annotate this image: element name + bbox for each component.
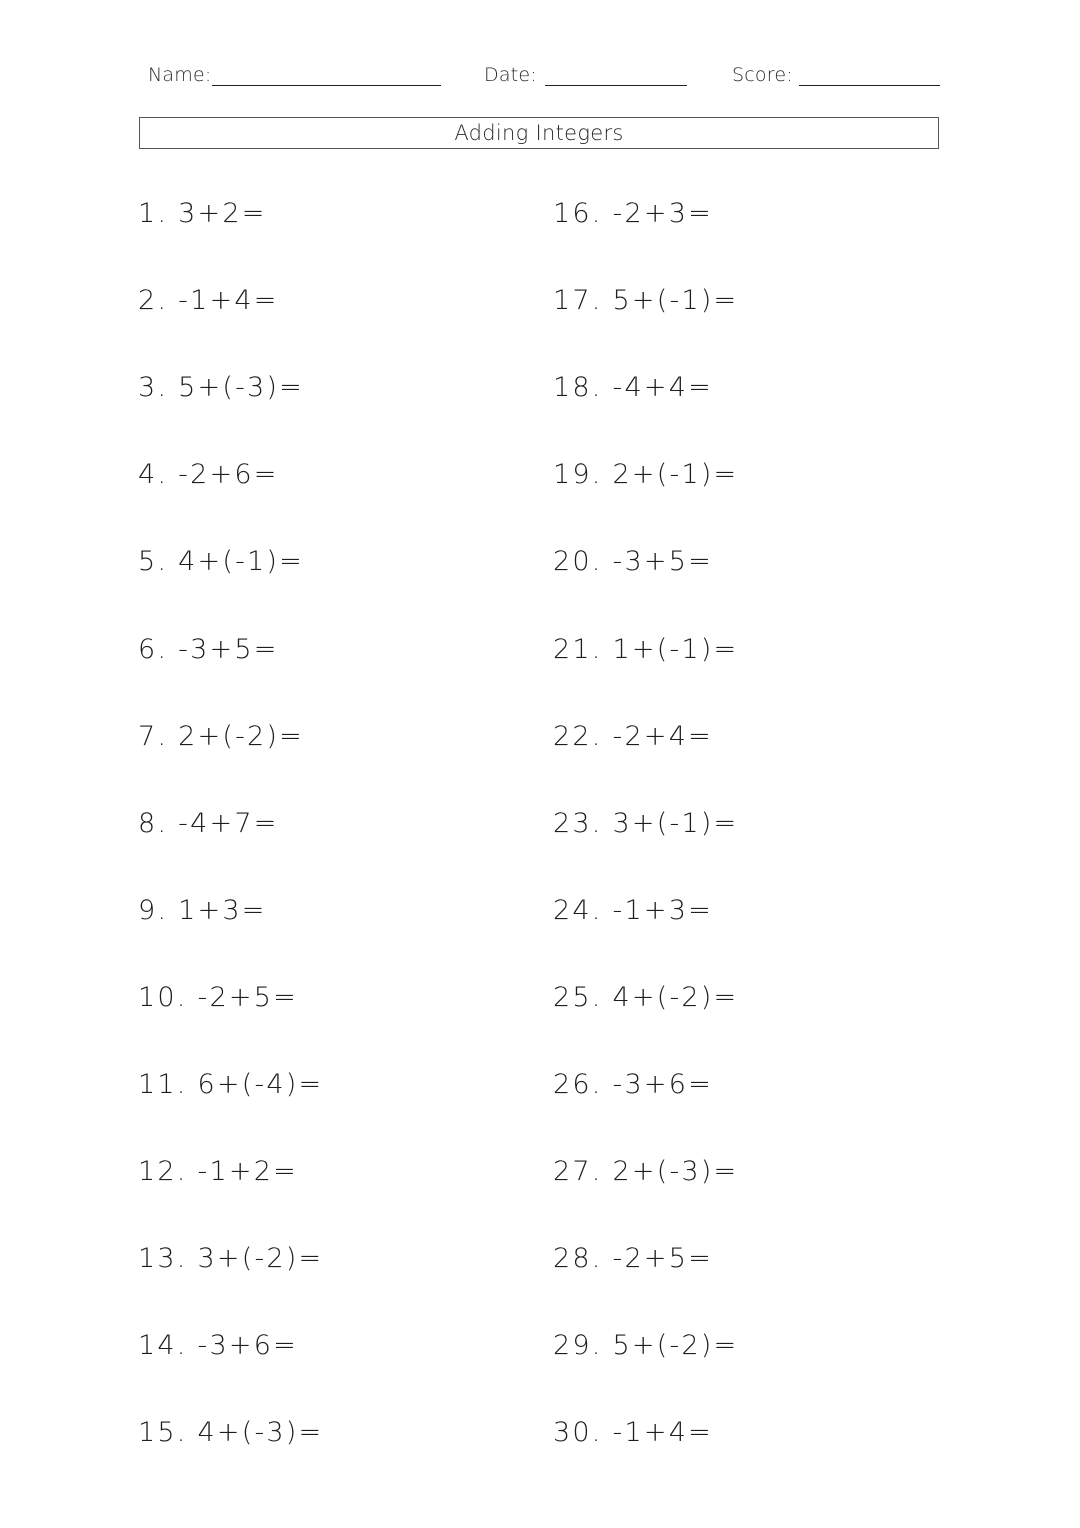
problem-number: 7. (138, 721, 169, 752)
problem-expression: -1+4= (612, 1417, 713, 1448)
problem-expression: -4+7= (178, 808, 279, 839)
problem-number: 23. (553, 808, 603, 839)
problem-number: 27. (553, 1156, 603, 1187)
problem-item (138, 808, 279, 840)
problem-number: 9. (138, 895, 169, 926)
problem-expression: -1+4= (178, 285, 279, 316)
problem-expression: 1+(-1)= (612, 634, 739, 665)
date-blank-line[interactable] (545, 65, 687, 86)
score-field (732, 64, 940, 86)
problem-expression: 3+(-1)= (612, 808, 739, 839)
problem-number: 29. (553, 1330, 603, 1361)
problem-item (553, 808, 738, 840)
problem-number: 18. (553, 372, 603, 403)
problem-expression: -2+5= (612, 1243, 713, 1274)
date-field (484, 64, 687, 86)
problem-item (553, 895, 713, 927)
problem-item (138, 372, 304, 404)
problem-item (138, 634, 279, 666)
problem-number: 3. (138, 372, 169, 403)
problem-number: 15. (138, 1417, 188, 1448)
problem-number: 24. (553, 895, 603, 926)
problem-expression: 3+2= (178, 198, 267, 229)
score-blank-line[interactable] (799, 65, 940, 86)
problem-item (138, 459, 279, 491)
problem-item (553, 1243, 713, 1275)
problem-expression: 4+(-1)= (178, 546, 304, 577)
student-info-header (148, 64, 942, 90)
problem-item (553, 459, 738, 491)
problem-item (553, 372, 713, 404)
problem-number: 16. (553, 198, 603, 229)
problem-item (553, 1417, 713, 1449)
problem-number: 12. (138, 1156, 188, 1187)
problem-expression: -3+5= (612, 546, 713, 577)
problem-expression: 5+(-1)= (612, 285, 739, 316)
problem-item (553, 634, 738, 666)
problem-number: 22. (553, 721, 603, 752)
problem-expression: -3+6= (612, 1069, 713, 1100)
problem-item (553, 721, 713, 753)
problem-number: 14. (138, 1330, 188, 1361)
problem-item (138, 1243, 323, 1275)
problem-item (553, 285, 738, 317)
problem-expression: 3+(-2)= (197, 1243, 324, 1274)
problem-item (553, 1156, 738, 1188)
problem-expression: -2+6= (178, 459, 279, 490)
name-blank-line[interactable] (212, 65, 441, 86)
name-field (148, 64, 441, 86)
problem-expression: 6+(-4)= (197, 1069, 324, 1100)
problem-number: 13. (138, 1243, 188, 1274)
problem-expression: -1+2= (197, 1156, 298, 1187)
problem-item (138, 1156, 298, 1188)
problem-item (138, 285, 279, 317)
problem-expression: 5+(-2)= (612, 1330, 739, 1361)
worksheet-title: Adding Integers (139, 117, 939, 149)
name-label: Name: (148, 64, 212, 86)
problem-item (138, 1417, 323, 1449)
problem-expression: 2+(-2)= (178, 721, 304, 752)
problem-number: 21. (553, 634, 603, 665)
problem-item (138, 982, 298, 1014)
problem-number: 1. (138, 198, 169, 229)
problem-item (138, 721, 304, 753)
problem-expression: -2+5= (197, 982, 298, 1013)
problem-item (138, 546, 304, 578)
problem-expression: -2+4= (612, 721, 713, 752)
problem-expression: -3+6= (197, 1330, 298, 1361)
problem-number: 4. (138, 459, 169, 490)
problem-expression: -1+3= (612, 895, 713, 926)
problem-number: 25. (553, 982, 603, 1013)
problem-expression: 4+(-3)= (197, 1417, 324, 1448)
problem-number: 2. (138, 285, 169, 316)
problem-number: 20. (553, 546, 603, 577)
problem-item (138, 1330, 298, 1362)
problem-number: 11. (138, 1069, 188, 1100)
score-label: Score: (732, 64, 793, 86)
problem-item (553, 1069, 713, 1101)
problem-number: 6. (138, 634, 169, 665)
problem-expression: -2+3= (612, 198, 713, 229)
problem-item (553, 982, 738, 1014)
problem-number: 17. (553, 285, 603, 316)
problem-item (138, 198, 267, 230)
problem-item (553, 1330, 738, 1362)
problem-expression: 1+3= (178, 895, 267, 926)
problem-number: 28. (553, 1243, 603, 1274)
problem-expression: -3+5= (178, 634, 279, 665)
problem-item (553, 198, 713, 230)
date-label: Date: (484, 64, 537, 86)
problem-expression: 4+(-2)= (612, 982, 739, 1013)
problem-expression: 2+(-3)= (612, 1156, 739, 1187)
problem-number: 26. (553, 1069, 603, 1100)
problem-expression: 5+(-3)= (178, 372, 304, 403)
problem-item (553, 546, 713, 578)
problem-number: 30. (553, 1417, 603, 1448)
problem-expression: -4+4= (612, 372, 713, 403)
problem-number: 8. (138, 808, 169, 839)
problem-number: 5. (138, 546, 169, 577)
problem-number: 19. (553, 459, 603, 490)
problem-item (138, 895, 267, 927)
problem-item (138, 1069, 323, 1101)
problem-expression: 2+(-1)= (612, 459, 739, 490)
problem-number: 10. (138, 982, 188, 1013)
